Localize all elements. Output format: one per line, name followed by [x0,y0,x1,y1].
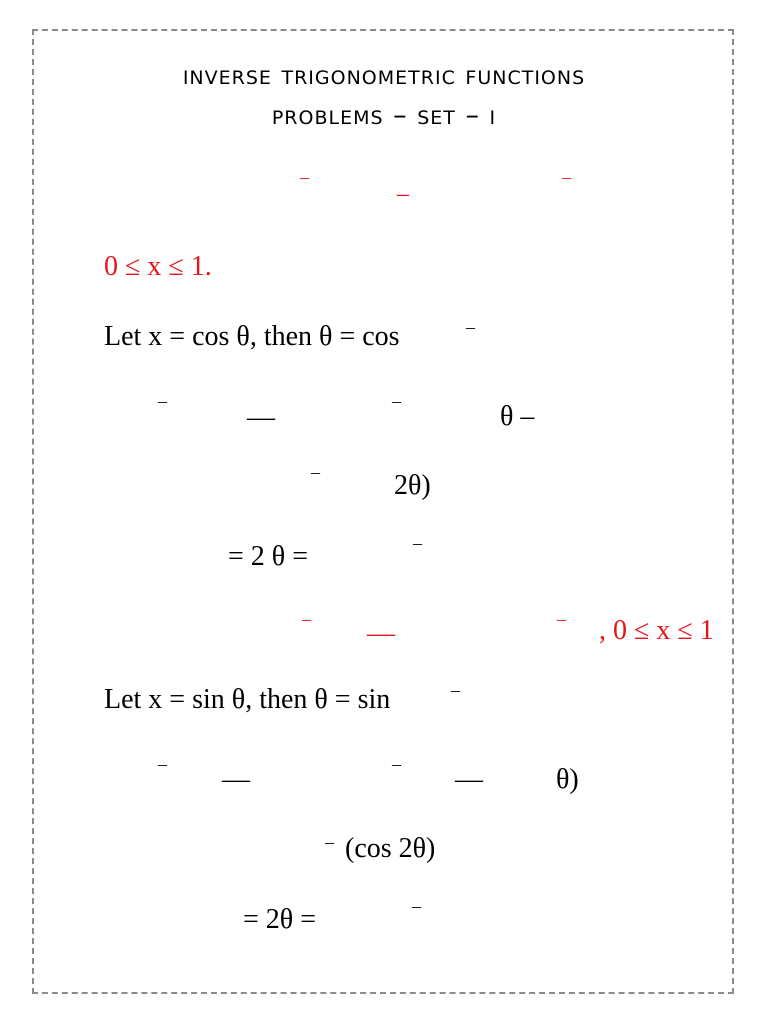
superscript-minus: – [413,533,422,553]
superscript-minus: – [311,462,320,482]
cos-two-theta-term: (cos 2θ) [345,833,436,864]
theta-minus-term: θ – [500,401,535,432]
substitution-cos: Let x = cos θ, then θ = cos [104,321,400,352]
superscript-minus: – [158,754,167,774]
fraction-dash: _ [397,173,409,199]
superscript-minus: – [562,167,571,187]
superscript-minus: – [557,609,566,629]
fraction-dash: — [367,618,395,649]
fraction-dash: — [455,764,483,795]
domain-condition: 0 ≤ x ≤ 1. [104,251,212,282]
theta-paren-term: θ) [556,764,579,795]
superscript-minus: – [302,609,311,629]
equals-two-theta-final: = 2θ = [243,904,316,935]
superscript-minus: – [158,391,167,411]
superscript-minus: – [412,896,421,916]
equals-two-theta: = 2 θ = [228,541,308,572]
superscript-minus: – [392,391,401,411]
result-condition: , 0 ≤ x ≤ 1 [599,615,714,646]
superscript-minus: – [451,680,460,700]
fraction-dash: — [247,402,275,433]
two-theta-term: 2θ) [394,470,431,501]
superscript-minus: – [300,167,309,187]
fraction-dash: — [222,764,250,795]
superscript-minus: – [466,317,475,337]
page-subtitle: problems – set – i [271,100,497,131]
substitution-sin: Let x = sin θ, then θ = sin [104,684,391,715]
page-title: inverse trigonometric functions [182,60,586,91]
superscript-minus: – [392,754,401,774]
superscript-minus: – [325,832,334,852]
